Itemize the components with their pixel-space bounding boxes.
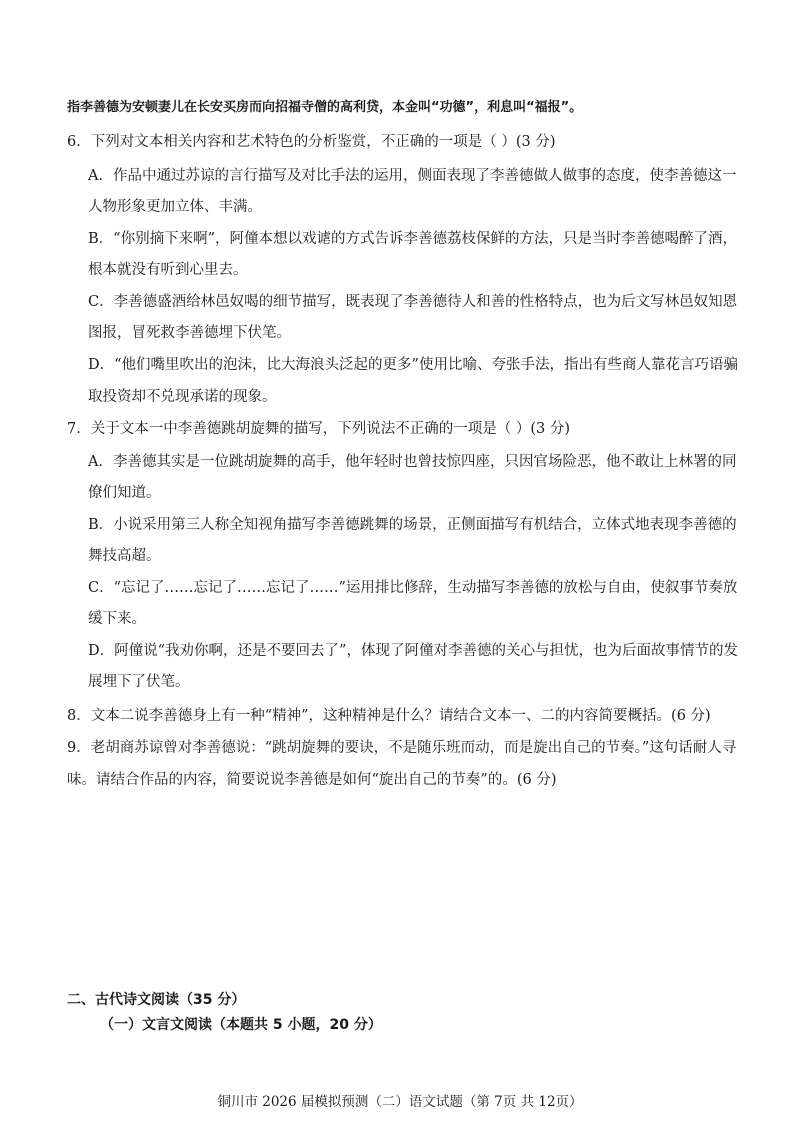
footnote-line: 指李善德为安顿妻儿在长安买房而向招福寺僧的高利贷，本金叫“功德”，利息叫“福报”。 [67, 100, 583, 115]
page-footer: 铜川市 2026 届模拟预测（二）语文试题（第 7页 共 12页） [217, 1094, 583, 1110]
q7-option-a-line1: A．李善德其实是一位跳胡旋舞的高手，他年轻时也曾技惊四座，只因官场险恶，他不敢让上林署的同 [88, 454, 737, 470]
q6-option-b-line2: 根本就没有听到心里去。 [88, 262, 248, 278]
q6-option-a-line1: A．作品中通过苏谅的言行描写及对比手法的运用，侧面表现了李善德做人做事的态度，使李善德这一 [88, 168, 737, 184]
question-8: 8．文本二说李善德身上有一种“精神”，这种精神是什么？请结合文本一、二的内容简要概括。(6 分) [67, 708, 711, 724]
subsection-heading: （一）文言文阅读（本题共 5 小题，20 分） [100, 1017, 382, 1033]
q7-option-b-line2: 舞技高超。 [88, 548, 161, 564]
q7-option-c-line2: 缓下来。 [88, 611, 146, 627]
q7-option-b-line1: B．小说采用第三人称全知视角描写李善德跳舞的场景，正侧面描写有机结合，立体式地表现李善德的 [88, 517, 737, 533]
q7-option-d-line2: 展埋下了伏笔。 [88, 674, 190, 690]
q7-option-c-line1: C．“忘记了……忘记了……忘记了……”运用排比修辞，生动描写李善德的放松与自由，使叙事节奏放 [88, 580, 738, 596]
q6-option-c-line2: 图报，冒死救李善德埋下伏笔。 [88, 325, 291, 341]
question-9-line1: 9．老胡商苏谅曾对李善德说：“跳胡旋舞的要诀，不是随乐班而动，而是旋出自己的节奏。”这句话耐人寻 [67, 740, 737, 756]
q6-option-a-line2: 人物形象更加立体、丰满。 [88, 199, 262, 215]
q6-option-c-line1: C．李善德盛酒给林邑奴喝的细节描写，既表现了李善德待人和善的性格特点，也为后文写林邑奴知恩 [88, 294, 738, 310]
q7-option-a-line2: 僚们知道。 [88, 485, 161, 501]
question-7-stem: 7．关于文本一中李善德跳胡旋舞的描写，下列说法不正确的一项是（ ）(3 分) [67, 421, 570, 437]
section-heading: 二、古代诗文阅读（35 分） [67, 992, 246, 1008]
q7-option-d-line1: D．阿僮说“我劝你啊，还是不要回去了”，体现了阿僮对李善德的关心与担忧，也为后面故事情节的发 [88, 643, 738, 659]
q6-option-d-line1: D．“他们嘴里吹出的泡沫，比大海浪头泛起的更多”使用比喻、夸张手法，指出有些商人靠花言巧语骗 [88, 357, 738, 373]
q6-option-d-line2: 取投资却不兑现承诺的现象。 [88, 389, 277, 405]
q6-option-b-line1: B．“你别摘下来啊”，阿僮本想以戏谑的方式告诉李善德荔枝保鲜的方法，只是当时李善德喝醉了酒， [88, 231, 737, 247]
question-6-stem: 6．下列对文本相关内容和艺术特色的分析鉴赏，不正确的一项是（ ）(3 分) [67, 134, 556, 150]
question-9-line2: 味。请结合作品的内容，简要说说李善德是如何“旋出自己的节奏”的。(6 分) [67, 772, 557, 788]
